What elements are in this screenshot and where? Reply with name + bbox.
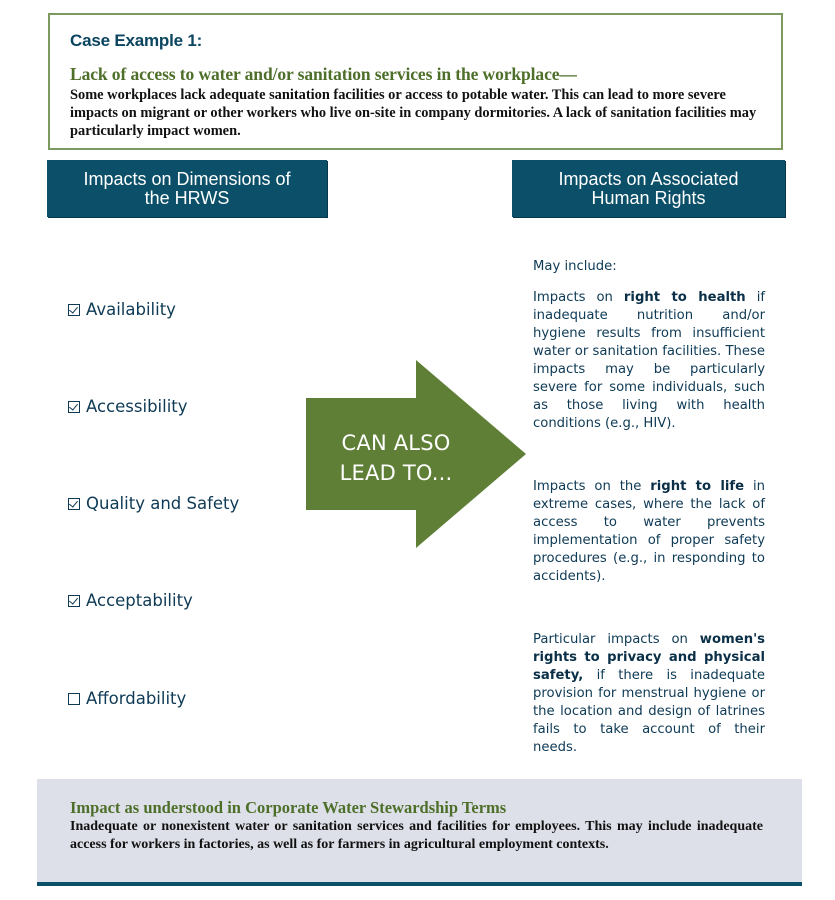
- womens-rights-paragraph: [533, 631, 765, 757]
- paragraph-text: if inadequate nutrition and/or hygiene results from insufficient water or sanitation facilities. These impacts may be particularly severe for some individuals, such as those living with health conditions (e.g., HIV).: [533, 290, 765, 431]
- checkbox-checked-icon: [68, 595, 80, 607]
- stewardship-body: Inadequate or nonexistent water or sanitation services and facilities for employees. This may include inadequate access for workers in factories, as well as for farmers in agricultural employment contexts.: [70, 819, 763, 852]
- dimension-item-quality-safety: [68, 494, 239, 513]
- dimension-item-acceptability: [68, 591, 193, 610]
- can-also-lead-to-arrow: [306, 360, 528, 548]
- header-associated-rights-label: Impacts on Associated Human Rights: [558, 168, 739, 208]
- header-hrws-dimensions: [47, 160, 327, 217]
- case-example-title: Case Example 1:: [70, 31, 203, 50]
- paragraph-text: in extreme cases, where the lack of access to water prevents implementation of proper safety procedures (e.g., in responding to accidents).: [533, 479, 765, 584]
- dimension-label: Accessibility: [86, 397, 188, 416]
- header-associated-rights: [512, 160, 785, 217]
- case-example-body: Some workplaces lack adequate sanitation facilities or access to potable water. This can lead to more severe impacts on migrant or other workers who live on-site in company dormitories. A lack of sanitation facilities may particularly impact women.: [70, 87, 757, 139]
- dimension-label: Availability: [86, 300, 176, 319]
- arrow-label-line1: CAN ALSO: [341, 431, 451, 455]
- paragraph-text: Impacts on the: [533, 479, 651, 494]
- right-to-health-paragraph: [533, 289, 765, 433]
- stewardship-title: Impact as understood in Corporate Water Stewardship Terms: [70, 798, 507, 817]
- may-include-label: May include:: [533, 259, 617, 274]
- arrow-label-line2: LEAD TO...: [339, 461, 453, 485]
- dimension-item-accessibility: [68, 397, 188, 416]
- right-to-life-paragraph: [533, 478, 765, 586]
- checkbox-checked-icon: [68, 498, 80, 510]
- paragraph-text: if there is inadequate provision for menstrual hygiene or the location and design of latrines fails to take account of their needs.: [533, 668, 765, 755]
- womens-rights-emphasis: women's rights to privacy and physical safety,: [533, 632, 765, 683]
- checkbox-checked-icon: [68, 401, 80, 413]
- paragraph-text: Particular impacts on: [533, 632, 700, 647]
- header-hrws-dimensions-label: Impacts on Dimensions of the HRWS: [83, 168, 291, 208]
- case-example-box: [48, 13, 783, 150]
- dimension-label: Affordability: [86, 689, 187, 708]
- right-to-health-emphasis: right to health: [623, 290, 746, 305]
- case-example-subtitle: Lack of access to water and/or sanitation services in the workplace—: [70, 64, 577, 84]
- paragraph-text: Impacts on: [533, 290, 624, 305]
- dimension-label: Quality and Safety: [86, 494, 240, 513]
- arrow-label: [306, 428, 486, 488]
- dimension-label: Acceptability: [86, 591, 193, 610]
- stewardship-box: [37, 779, 802, 886]
- right-to-life-emphasis: right to life: [650, 479, 745, 494]
- dimension-item-affordability: [68, 689, 186, 708]
- dimension-item-availability: [68, 300, 176, 319]
- checkbox-checked-icon: [68, 304, 80, 316]
- checkbox-unchecked-icon: [68, 693, 80, 705]
